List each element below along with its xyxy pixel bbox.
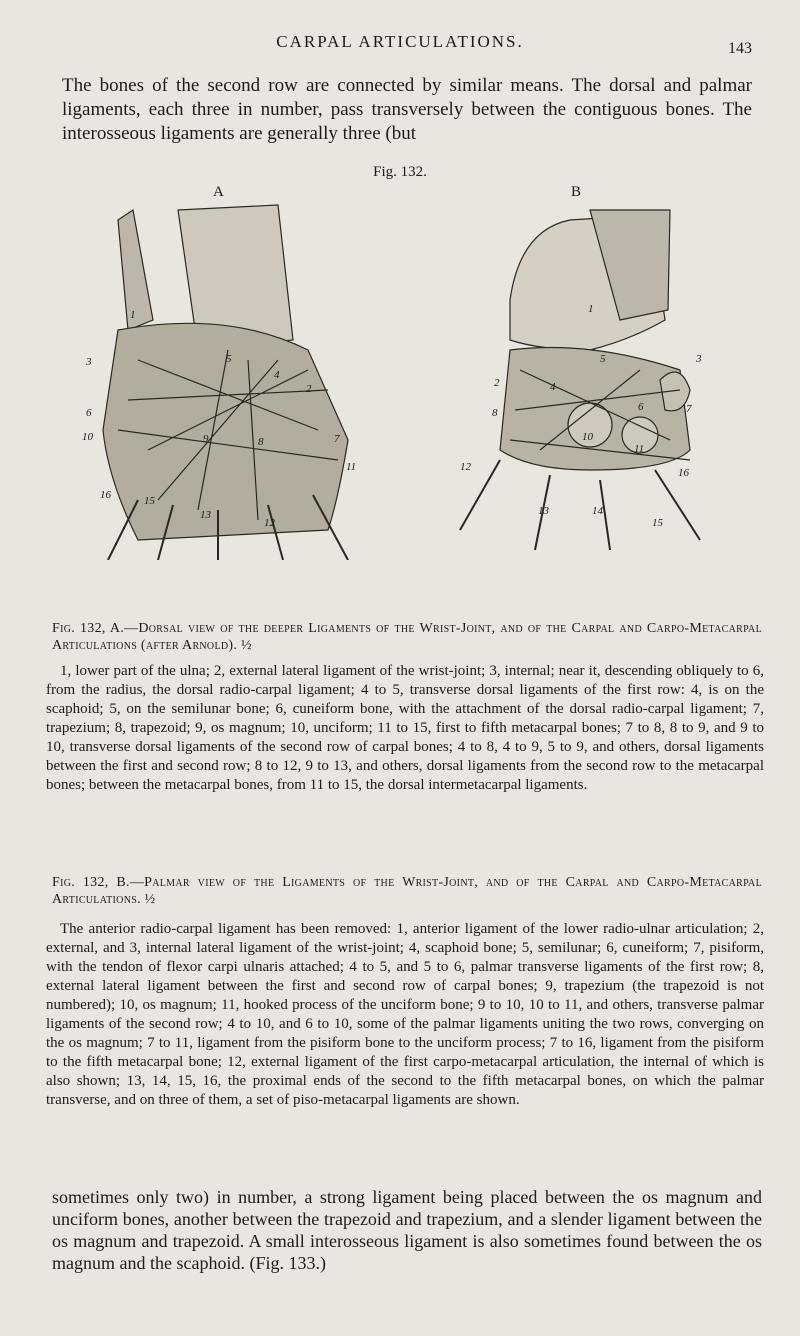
dorsal-wrist-engraving — [78, 200, 378, 560]
label-a-1: 1 — [130, 309, 136, 321]
label-b-11: 11 — [634, 443, 645, 455]
illustration-dorsal-wrist — [78, 200, 378, 560]
label-a-8: 8 — [258, 436, 264, 448]
label-a-10: 10 — [82, 431, 93, 443]
label-b-13: 13 — [538, 505, 549, 517]
label-a-7: 7 — [334, 433, 340, 445]
label-a-9: 9 — [203, 433, 209, 445]
label-a-5: 5 — [226, 353, 232, 365]
label-b-4: 4 — [550, 381, 556, 393]
label-b-7: 7 — [686, 403, 692, 415]
label-b-10: 10 — [582, 431, 593, 443]
illustration-palmar-wrist — [440, 200, 730, 560]
label-a-15: 15 — [144, 495, 155, 507]
label-b-15: 15 — [652, 517, 663, 529]
label-b-8: 8 — [492, 407, 498, 419]
figure-legend-a: 1, lower part of the ulna; 2, external lateral ligament of the wrist-joint; 3, internal; near it, descending obliquely to 6, from the radius, the dorsal radio-carpal ligament; 4 to 5, transverse dorsal ligaments of the first row: 4, is on the scaphoid; 5, on the semilunar bone; 6, cuneiform bone, with the attachment of the dorsal radio-carpal ligament; 7, trapezium; 8, trapezoid; 9, os magnum; 10, unciform; 11 to 15, first to fifth metacarpal bones; 7 to 8, 8 to 9, and 9 to 10, transverse dorsal ligaments of the second row of carpal bones; 4 to 8, 4 to 9, 5 to 9, and others, dorsal ligaments between the first and second row; 8 to 12, 9 to 13, and others, dorsal ligaments from the second row to the metacarpal bones; between the metacarpal bones, from 11 to 15, the dorsal intermetacarpal ligaments. — [46, 663, 764, 793]
label-a-3: 3 — [86, 356, 92, 368]
label-a-13: 13 — [200, 509, 211, 521]
panel-b-letter: B — [571, 184, 582, 200]
page-number: 143 — [728, 40, 752, 57]
figure-legend-b: The anterior radio-carpal ligament has been removed: 1, anterior ligament of the lower radio-ulnar articulation; 2, external, and 3, internal lateral ligament of the wrist-joint; 4, scaphoid bone; 5, semilunar; 6, cuneiform; 7, pisiform, with the tendon of flexor carpi ulnaris attached; 4 to 5, and 5 to 6, palmar transverse ligaments of the first row; 8, external lateral ligament between the first and second row of carpal bones; 9, trapezium (the trapezoid is not numbered); 10, os magnum; 11, hooked process of the unciform bone; 9 to 10, 10 to 11, and others, transverse palmar ligaments of the second row; 4 to 10, and 6 to 10, some of the palmar ligaments uniting the two rows, converging on the os magnum; 7 to 11, ligament from the pisiform bone to the unciform process; 7 to 16, ligament from the pisiform to the fifth metacarpal bone; 12, external ligament of the first carpo-metacarpal articulation, the internal of which is also shown; 13, 14, 15, 16, the proximal ends of the second to the fifth metacarpal bones, on which the palmar transverse, and on three of them, a set of piso-metacarpal ligaments are shown. — [46, 921, 764, 1108]
label-b-3: 3 — [696, 353, 702, 365]
intro-paragraph: The bones of the second row are connected by similar means. The dorsal and palmar ligaments, each three in number, pass transversely between the contiguous bones. The interosseous ligaments are generally three (but — [62, 75, 752, 144]
panel-a-letter: A — [213, 184, 224, 200]
label-b-12: 12 — [460, 461, 471, 473]
label-a-4: 4 — [274, 369, 280, 381]
label-a-2: 2 — [306, 383, 312, 395]
label-b-2: 2 — [494, 377, 500, 389]
label-b-5: 5 — [600, 353, 606, 365]
label-b-16: 16 — [678, 467, 689, 479]
label-a-11: 11 — [346, 461, 357, 473]
label-a-12: 12 — [264, 517, 275, 529]
label-b-14: 14 — [592, 505, 603, 517]
running-title: CARPAL ARTICULATIONS. — [276, 32, 524, 51]
closing-paragraph: sometimes only two) in number, a strong ligament being placed between the os magnum and unciform bones, another between the trapezoid and trapezium, and a slender ligament between the os magnum and trapezoid. A small interosseous ligament is also sometimes found between the os magnum and the scaphoid. (Fig. 133.) — [52, 1187, 762, 1273]
figure-label: Fig. 132. — [373, 164, 427, 180]
label-b-1: 1 — [588, 303, 594, 315]
label-b-6: 6 — [638, 401, 644, 413]
figure-caption-a: Fig. 132, A.—Dorsal view of the deeper Ligaments of the Wrist-Joint, and of the Carpal and Carpo-Metacarpal Articulations (after Arnold). ½ — [52, 621, 762, 653]
figure-caption-b: Fig. 132, B.—Palmar view of the Ligaments of the Wrist-Joint, and of the Carpal and Carpo-Metacarpal Articulations. ½ — [52, 875, 762, 907]
palmar-wrist-engraving — [440, 200, 730, 560]
label-a-16: 16 — [100, 489, 111, 501]
label-a-6: 6 — [86, 407, 92, 419]
